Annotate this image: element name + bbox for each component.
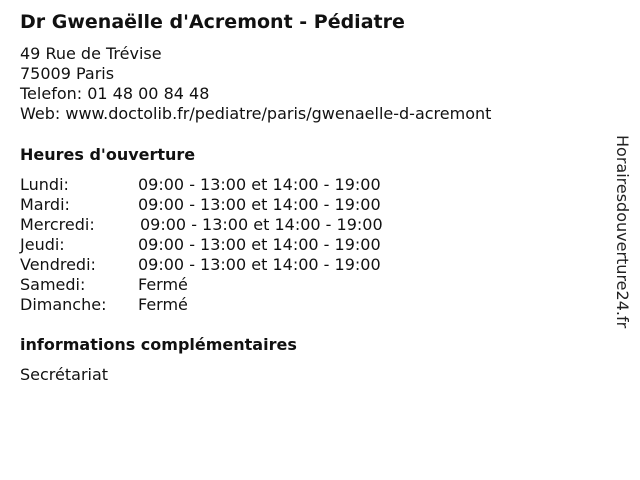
day-hours: 09:00 - 13:00 et 14:00 - 19:00 — [138, 195, 381, 214]
day-label: Jeudi: — [20, 235, 65, 254]
day-hours: 09:00 - 13:00 et 14:00 - 19:00 — [140, 215, 383, 234]
website-link: Web: www.doctolib.fr/pediatre/paris/gwenaelle-d-acremont — [20, 104, 492, 123]
address-block — [20, 44, 491, 124]
page-title: Dr Gwenaëlle d'Acremont - Pédiatre — [20, 11, 405, 33]
day-hours: 09:00 - 13:00 et 14:00 - 19:00 — [138, 235, 381, 254]
day-hours: Fermé — [138, 275, 188, 294]
day-label: Vendredi: — [20, 255, 96, 274]
day-hours: Fermé — [138, 295, 188, 314]
site-watermark: Horairesdouverture24.fr — [613, 135, 632, 329]
day-hours: 09:00 - 13:00 et 14:00 - 19:00 — [138, 175, 381, 194]
address-street: 49 Rue de Trévise — [20, 44, 162, 63]
day-label: Lundi: — [20, 175, 69, 194]
info-heading: informations complémentaires — [20, 335, 297, 354]
day-label: Dimanche: — [20, 295, 107, 314]
hours-heading: Heures d'ouverture — [20, 145, 196, 164]
address-city: 75009 Paris — [20, 64, 115, 83]
day-label: Mercredi: — [20, 215, 95, 234]
day-label: Mardi: — [20, 195, 70, 214]
phone-number: Telefon: 01 48 00 84 48 — [20, 84, 210, 103]
info-text: Secrétariat — [20, 365, 109, 384]
day-hours: 09:00 - 13:00 et 14:00 - 19:00 — [138, 255, 381, 274]
day-label: Samedi: — [20, 275, 86, 294]
